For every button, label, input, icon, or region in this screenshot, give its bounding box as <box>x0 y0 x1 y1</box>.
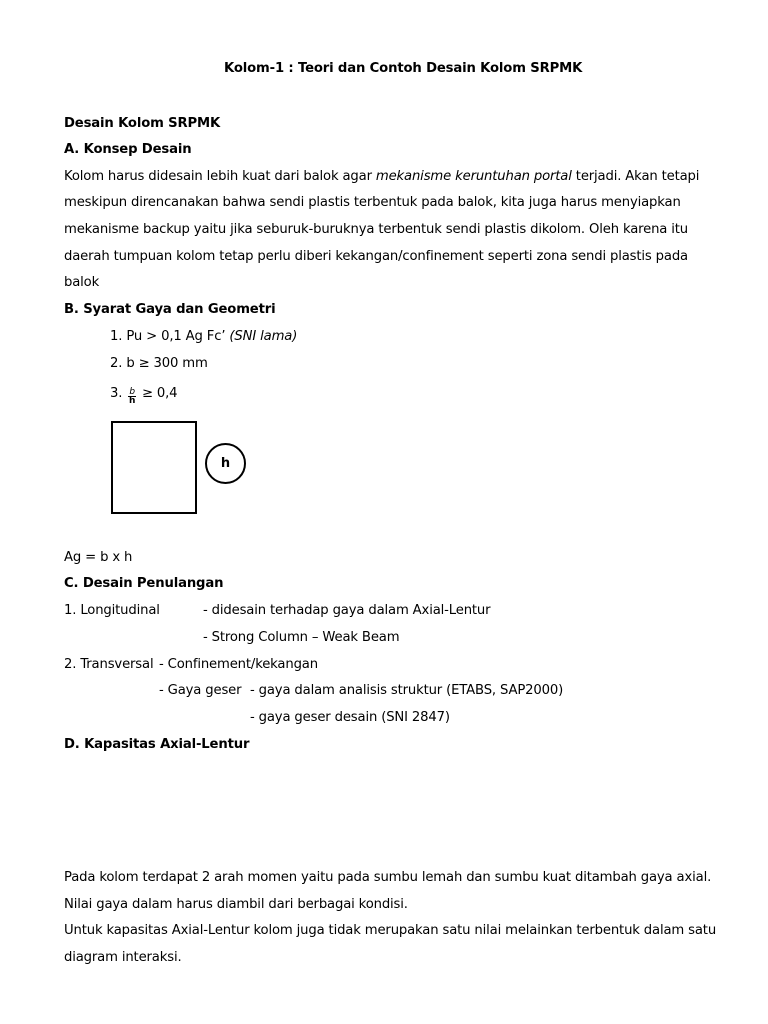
b-over-h-fraction <box>128 388 136 405</box>
paragraph-d-line-3: Untuk kapasitas Axial-Lentur kolom juga tidak merupakan satu nilai melainkan terbentuk dalam satu <box>64 923 717 938</box>
paragraph-d-line-2: Nilai gaya dalam harus diambil dari berbagai kondisi. <box>64 897 408 912</box>
column-cross-section-square <box>111 421 197 514</box>
requirement-3-prefix: 3. <box>110 386 127 401</box>
paragraph-a-line-2: meskipun direncanakan bahwa sendi plastis terbentuk pada balok, kita juga harus menyiapkan <box>64 195 681 210</box>
longitudinal-item-2: - Strong Column – Weak Beam <box>203 630 400 645</box>
requirement-3-suffix: ≥ 0,4 <box>137 386 178 401</box>
fraction-numerator: b <box>129 387 135 397</box>
h-dimension-label: h <box>220 456 231 471</box>
paragraph-a-line-1 <box>64 169 699 185</box>
requirement-1-italic: (SNI lama) <box>229 329 298 344</box>
paragraph-a-line-1-pre: Kolom harus didesain lebih kuat dari balok agar <box>64 169 376 184</box>
shear-label: - Gaya geser <box>159 683 242 698</box>
requirement-1-text: 1. Pu > 0,1 Ag Fc’ <box>110 329 230 344</box>
shear-item-1: - gaya dalam analisis struktur (ETABS, SAP2000) <box>250 683 564 698</box>
longitudinal-item-1: - didesain terhadap gaya dalam Axial-Lentur <box>203 603 491 618</box>
requirement-1 <box>110 329 297 345</box>
paragraph-a-line-1-italic: mekanisme keruntuhan portal <box>375 169 572 184</box>
paragraph-a-line-5: balok <box>64 275 100 290</box>
transversal-item-1: - Confinement/kekangan <box>159 657 318 672</box>
ag-formula: Ag = b x h <box>64 550 133 565</box>
h-dimension-circle <box>205 443 246 484</box>
paragraph-d-line-4: diagram interaksi. <box>64 950 182 965</box>
longitudinal-label: 1. Longitudinal <box>64 603 160 618</box>
transversal-label: 2. Transversal <box>64 657 154 672</box>
heading-c: C. Desain Penulangan <box>64 576 224 591</box>
shear-item-2: - gaya geser desain (SNI 2847) <box>250 710 450 725</box>
page-title: Kolom-1 : Teori dan Contoh Desain Kolom SRPMK <box>224 61 583 76</box>
fraction-denominator: h <box>128 396 136 406</box>
paragraph-a-line-4: daerah tumpuan kolom tetap perlu diberi kekangan/confinement seperti zona sendi plastis pada <box>64 249 688 264</box>
heading-d: D. Kapasitas Axial-Lentur <box>64 737 250 752</box>
heading-a: A. Konsep Desain <box>64 142 192 157</box>
paragraph-d-line-1: Pada kolom terdapat 2 arah momen yaitu pada sumbu lemah dan sumbu kuat ditambah gaya axial. <box>64 870 712 885</box>
section-heading: Desain Kolom SRPMK <box>64 116 221 131</box>
paragraph-a-line-3: mekanisme backup yaitu jika seburuk-buruknya terbentuk sendi plastis dikolom. Oleh karena itu <box>64 222 688 237</box>
requirement-2: 2. b ≥ 300 mm <box>110 356 208 371</box>
paragraph-a-line-1-post: terjadi. Akan tetapi <box>571 169 700 184</box>
requirement-3 <box>110 386 177 405</box>
heading-b: B. Syarat Gaya dan Geometri <box>64 302 276 317</box>
